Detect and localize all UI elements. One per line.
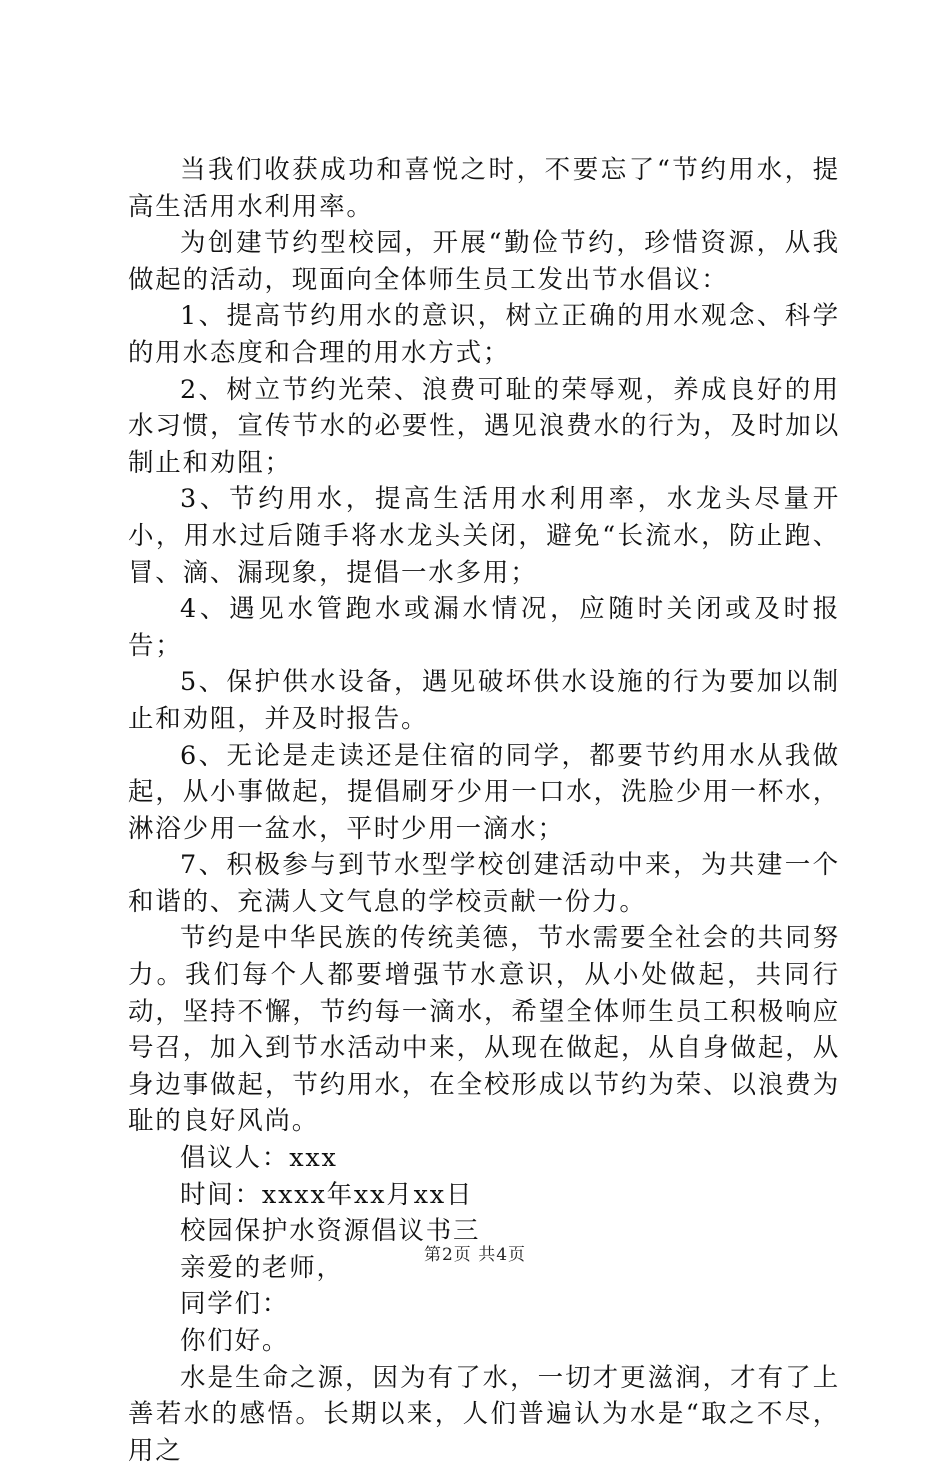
paragraph-water-source: 水是生命之源，因为有了水，一切才更滋润，才有了上善若水的感悟。长期以来，人们普遍认为水是“取之不尽，用之 bbox=[128, 1362, 840, 1466]
proposal-item-2: 2、树立节约光荣、浪费可耻的荣辱观，养成良好的用水习惯，宣传节水的必要性，遇见浪费水的行为，及时加以制止和劝阻； bbox=[128, 374, 840, 478]
proposal-item-3: 3、节约用水，提高生活用水利用率，水龙头尽量开小，用水过后随手将水龙头关闭，避免“长流水，防止跑、冒、滴、漏现象，提倡一水多用； bbox=[128, 484, 840, 588]
section-title: 校园保护水资源倡议书三 bbox=[180, 1216, 481, 1247]
paragraph-initiative: 为创建节约型校园，开展“勤俭节约，珍惜资源，从我做起的活动，现面向全体师生员工发出节水倡议： bbox=[128, 228, 840, 295]
proposal-item-5: 5、保护供水设备，遇见破坏供水设施的行为要加以制止和劝阻，并及时报告。 bbox=[128, 667, 840, 734]
document-body bbox=[128, 152, 840, 1469]
proposal-item-4: 4、遇见水管跑水或漏水情况，应随时关闭或及时报告； bbox=[128, 594, 840, 661]
proposal-item-6: 6、无论是走读还是住宿的同学，都要节约用水从我做起，从小事做起，提倡刷牙少用一口水，洗脸少用一杯水，淋浴少用一盆水，平时少用一滴水； bbox=[128, 740, 840, 844]
proposal-item-7: 7、积极参与到节水型学校创建活动中来，为共建一个和谐的、充满人文气息的学校贡献一份力。 bbox=[128, 850, 840, 917]
page-number-footer: 第2页 共4页 bbox=[423, 1245, 527, 1265]
paragraph-conclusion: 节约是中华民族的传统美德，节水需要全社会的共同努力。我们每个人都要增强节水意识，从小处做起，共同行动，坚持不懈，节约每一滴水，希望全体师生员工积极响应号召，加入到节水活动中来，从现在做起，从自身做起，从身边事做起，节约用水，在全校形成以节约为荣、以浪费为耻的良好风尚。 bbox=[128, 923, 840, 1137]
signature-proposer: 倡议人：xxx bbox=[180, 1143, 338, 1174]
paragraph-intro: 当我们收获成功和喜悦之时，不要忘了“节约用水，提高生活用水利用率。 bbox=[128, 155, 840, 222]
signature-date: 时间：xxxx年xx月xx日 bbox=[180, 1179, 474, 1210]
greeting: 你们好。 bbox=[180, 1326, 290, 1356]
salutation-teachers: 亲爱的老师， bbox=[180, 1252, 344, 1283]
salutation-students: 同学们： bbox=[180, 1289, 290, 1320]
proposal-item-1: 1、提高节约用水的意识，树立正确的用水观念、科学的用水态度和合理的用水方式； bbox=[128, 301, 840, 368]
